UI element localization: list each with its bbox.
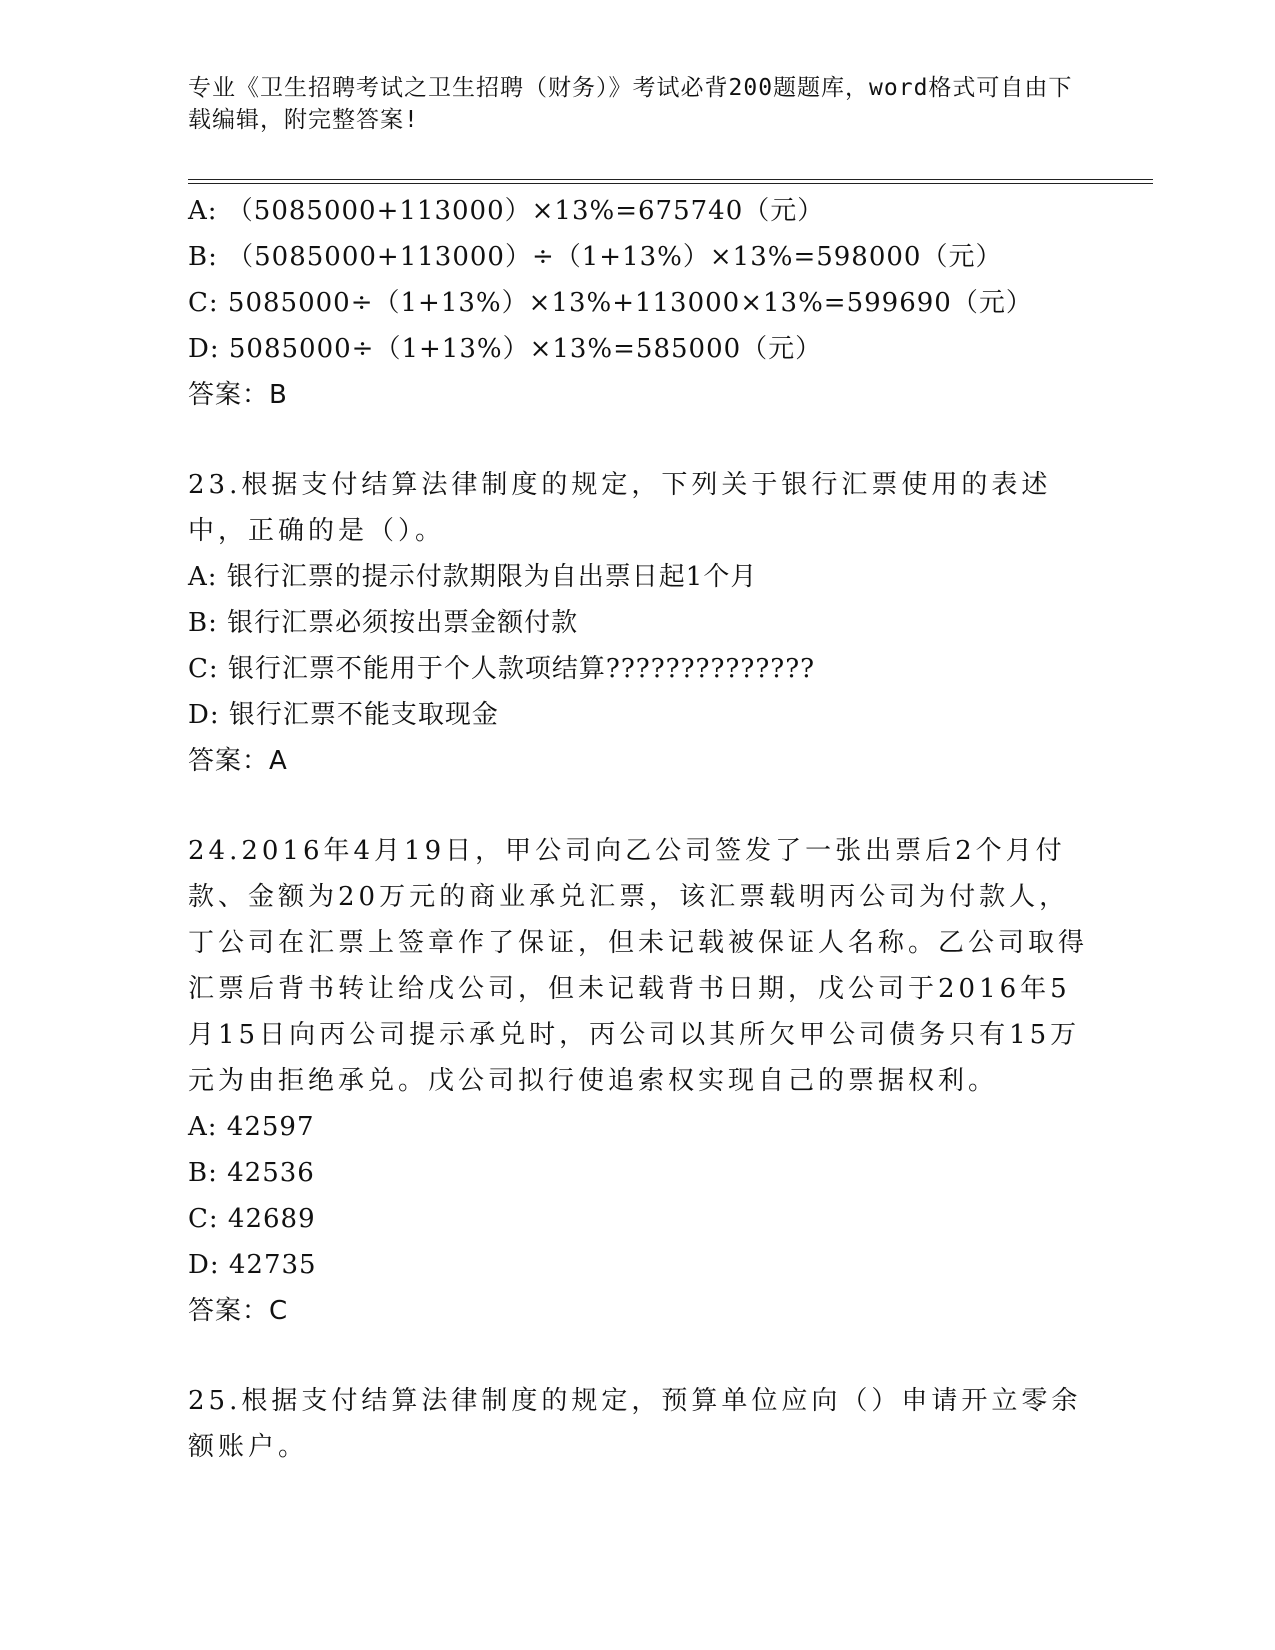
question-text: 23.根据支付结算法律制度的规定，下列关于银行汇票使用的表述中，正确的是（）。 — [188, 470, 1052, 546]
spacer — [188, 1334, 1088, 1378]
spacer — [188, 784, 1088, 828]
option-d: D: 银行汇票不能支取现金 — [188, 700, 499, 730]
question-23 — [188, 462, 1088, 784]
option-c: C: 42689 — [188, 1204, 316, 1234]
question-25 — [188, 1378, 1088, 1470]
option-a: A: 银行汇票的提示付款期限为自出票日起1个月 — [188, 562, 758, 592]
spacer — [188, 418, 1088, 462]
question-text: 24.2016年4月19日，甲公司向乙公司签发了一张出票后2个月付款、金额为20万元的商业承兑汇票，该汇票载明丙公司为付款人，丁公司在汇票上签章作了保证，但未记载被保证人名称。乙公司取得汇票后背书转让给戊公司，但未记载背书日期，戊公司于2016年5月15日向丙公司提示承兑时，丙公司以其所欠甲公司债务只有15万元为由拒绝承兑。戊公司拟行使追索权实现自己的票据权利。 — [188, 836, 1089, 1096]
option-c: C: 5085000÷（1+13%）×13%+113000×13%=599690（元） — [188, 288, 1033, 318]
document-header: 专业《卫生招聘考试之卫生招聘（财务）》考试必背200题题库，word格式可自由下载编辑，附完整答案! — [188, 75, 1073, 133]
answer: 答案：C — [188, 1296, 289, 1326]
option-b: B: 42536 — [188, 1158, 315, 1188]
answer: 答案：B — [188, 380, 288, 410]
question-22 — [188, 188, 1088, 418]
option-d: D: 42735 — [188, 1250, 317, 1280]
header-divider-top — [188, 179, 1153, 180]
answer: 答案：A — [188, 746, 288, 776]
question-24 — [188, 828, 1088, 1334]
option-d: D: 5085000÷（1+13%）×13%=585000（元） — [188, 334, 823, 364]
option-c: C: 银行汇票不能用于个人款项结算?????????????? — [188, 654, 816, 684]
option-a: A: （5085000+113000）×13%=675740（元） — [188, 196, 825, 226]
question-text: 25.根据支付结算法律制度的规定，预算单位应向（）申请开立零余额账户。 — [188, 1386, 1082, 1462]
option-a: A: 42597 — [188, 1112, 315, 1142]
document-body — [188, 188, 1088, 1470]
option-b: B: 银行汇票必须按出票金额付款 — [188, 608, 579, 638]
option-b: B: （5085000+113000）÷（1+13%）×13%=598000（元） — [188, 242, 1003, 272]
header-divider-bottom — [188, 183, 1153, 184]
